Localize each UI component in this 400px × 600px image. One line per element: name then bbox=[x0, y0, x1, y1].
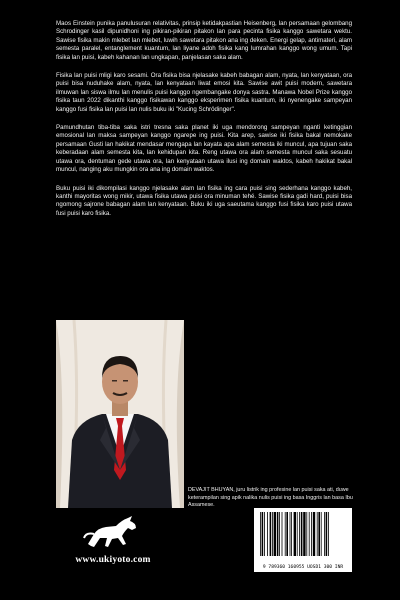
publisher-website: www.ukiyoto.com bbox=[75, 555, 151, 565]
blurb-paragraph-2: Fisika lan puisi mligi karo sesami. Ora fisika bisa njelasake kabeh babagan alam, nyata, lan kenyataan, ora puisi bisa nuduhake alam, nyata, lan kenyataan liwat emosi kita. Sawise awit puisi modern, sawetara ilmuwan lan siswa ilmu lan menulis puisi kanggo ngembangake donya sastra. Manawa Nobel Prize kanggo fisika taun 2022 dikanthi kanggo fisikawan kanggo eksperimen fisika kuantum, iki nyenengake sampeyan kanggo fusi fisika lan puisi lan nulis buku iki "Kucing Schrödinger". bbox=[56, 72, 352, 113]
isbn-barcode bbox=[254, 508, 352, 572]
blurb-paragraph-4: Buku puisi iki dikompilasi kanggo njelasake alam lan fisika ing cara puisi sing sederhana kanggo kabeh, kanthi mayoritas wong mikir, utawa fisika utawa puisi ora minuman tehé. Sawise fisika gadi hard, puisi bisa ngomong sajrone babagan alam lan kenyataan. Buku iki uga saeutama kanggo fusi fisika karo puisi utawa fusi puisi karo fisika. bbox=[56, 184, 352, 217]
publisher-logo bbox=[82, 514, 142, 552]
author-bio: DEVAJIT BHUYAN, juru listrik ing profesine lan puisi saka ati, duwe keterampilan sing apik nalika nulis puisi ing basa Inggris lan basa Ibu Assamese. bbox=[188, 487, 353, 509]
author-photo bbox=[56, 320, 184, 508]
blurb-paragraph-3: Pamundhutan tiba-tiba saka istri tresna saka planet iki uga mendorong sampeyan nganti ketinggian emosional lan maksa sampeyan kanggo ngarepe ing puisi. Kita arep, sawise iki fisika bakal nemokake persamaan Gusti lan hakikat mendasar mengapa lan kayata apa alam semesta iki muncul, apa tujuan saka keberadaan alam semesta kita, lan kehidupan kita. Reng utawa ora alam semesta muncul saka sesuatu utawa ora, dentuman gede utawa ora, lan kenyataan utawa ilusi ing domain waktos, kabeh hakikat bakal muncul, nanging aku mungkin ora ana ing domain waktos. bbox=[56, 124, 352, 174]
blurb-paragraph-1: Maos Einstein punika panulusuran relativitas, prinsip ketidakpastian Heisenberg, lan persamaan gelombang Schrodinger kasil dipunidhoni ing pikiran-pikiran pitakon lan para pecinta fisika kanggo sawetara wektu. Sawise fisika makin mlebet lan mlebet, luwih sawetara pitakon ana ing deken. Energi gelap, antimateri, alam semesta paralel, entanglement kuantum, lan liyane adoh fisika kang lumrahan kanggo wong umum. Tapi fisika lan puisi, kabeh kahanan lan ungkapan, panjelasan saka alam. bbox=[56, 20, 352, 61]
horse-icon bbox=[82, 514, 142, 552]
isbn-number: 9 789360 160955 UOSD1 300 INR bbox=[262, 565, 344, 570]
blurb bbox=[56, 20, 352, 228]
